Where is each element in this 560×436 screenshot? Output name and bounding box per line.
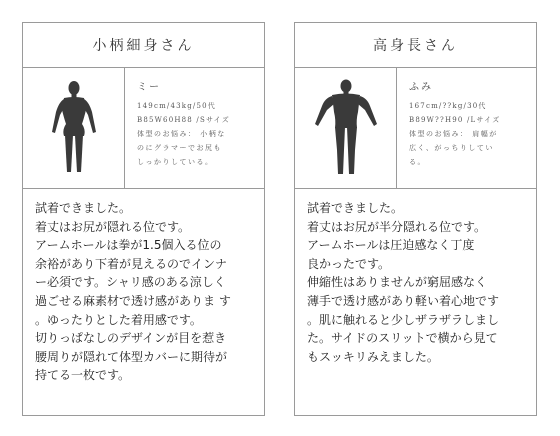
review-line: ー必須です。シャリ感のある涼しく [35,275,226,290]
figure-box [23,68,125,188]
review-line: 薄手で透け感があり軽い着心地です [307,293,500,308]
profile-measurements: B85W60H88 /Sサイズ [137,116,230,124]
card-title: 小柄細身さん [23,23,264,68]
profile-measurements: B89W??H90 /Lサイズ [409,116,501,124]
review-text [23,189,264,385]
review-line: 良かったです。 [307,256,391,271]
profile-stats: 167cm/??kg/30代 [409,102,487,110]
profile-note-line: のにグラマーでお尻も [137,144,222,152]
profile-note-line: しっかりしている。 [137,158,214,166]
tall-body-silhouette-icon [311,78,381,178]
review-line: もスッキリみえました。 [307,349,439,364]
review-line: アームホールは圧迫感なく丁度 [307,238,475,253]
profile-note-line: 広く、がっちりしてい [409,144,494,152]
review-line: 試着できました。 [307,201,404,215]
review-line: 。肌に触れると少しザラザラしまし [307,312,500,327]
profile-info [397,68,536,188]
review-line: 過ごせる麻素材で透け感がありま す [35,293,231,308]
profile-name: ミー [137,82,161,93]
profile-card-tall [294,22,537,416]
petite-body-silhouette-icon [44,78,104,178]
review-line: 余裕があり下着が見えるのでインナ [35,256,228,271]
profile-section [295,68,536,189]
profile-note-line: る。 [409,158,426,166]
review-line: 伸縮性はありませんが窮屈感なく [307,275,488,290]
profile-section [23,68,264,189]
figure-box [295,68,397,188]
review-line: 。ゆったりとした着用感です。 [35,312,202,327]
profile-name: ふみ [409,82,433,93]
card-title: 高身長さん [295,23,536,68]
review-line: 腰周りが隠れて体型カバーに期待が [35,349,228,364]
profile-note-line: 体型のお悩み： 小柄な [137,130,226,138]
review-line: アームホールは拳が1.5個入る位の [35,238,222,253]
review-line: 着丈はお尻が半分隠れる位です。 [307,219,487,234]
review-line: 切りっぱなしのデザインが目を惹き [35,331,227,346]
review-line: 持てる一枚です。 [35,368,131,383]
review-line: た。サイドのスリットで横から見て [307,331,498,346]
profile-note-line: 体型のお悩み： 肩幅が [409,130,498,138]
review-line: 着丈はお尻が隠れる位です。 [35,219,191,234]
review-line: 試着できました。 [35,201,132,215]
profile-stats: 149cm/43kg/50代 [137,102,216,110]
review-text [295,189,536,366]
profile-info [125,68,264,188]
profile-card-petite [22,22,265,416]
